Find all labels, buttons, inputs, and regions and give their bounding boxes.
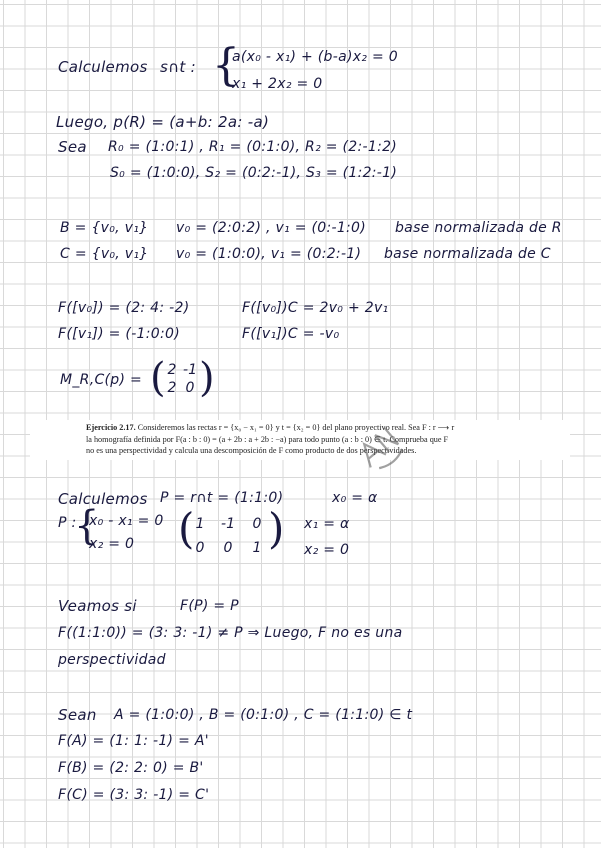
P-system-eq1: x₀ - x₁ = 0 <box>89 513 164 529</box>
coef-matrix-cell: 1 <box>195 516 205 532</box>
matrix-left-paren: ( <box>150 355 166 401</box>
coef-matrix-left-paren: ( <box>178 504 195 553</box>
F-of-P: F(P) = P <box>180 598 239 614</box>
basis-C-def: C = {v₀, v₁} <box>60 246 149 262</box>
F-v0-coords: F([v₀])C = 2v₀ + 2v₁ <box>242 300 389 316</box>
coef-matrix-cell: 1 <box>252 540 262 556</box>
P-system-eq2: x₂ = 0 <box>89 536 135 552</box>
sean-label: Sean <box>58 706 97 724</box>
matrix-cell: 0 <box>185 380 195 396</box>
watermark-logo <box>346 412 416 482</box>
exercise-line-3: no es una perspectividad y calcula una descomposición de F como producto de dos perspectividades. <box>86 446 417 455</box>
F-of-B: F(B) = (2: 2: 0) = B' <box>58 760 204 776</box>
coef-matrix-cell: 0 <box>223 540 233 556</box>
equation-1: a(x₀ - x₁) + (b-a)x₂ = 0 <box>232 49 398 65</box>
exercise-text-1: Consideremos las rectas r = {x₀ − x₁ = 0} y t = {x₂ = 0} del plano proyectivo real. Sea F : r ⟶ r <box>137 423 455 432</box>
F-of-C: F(C) = (3: 3: -1) = C' <box>58 787 210 803</box>
equation-2: x₁ + 2x₂ = 0 <box>232 76 323 92</box>
basis-B-note: base normalizada de R <box>395 220 562 236</box>
P-label: P : <box>58 515 77 531</box>
basis-C-vectors: v₀ = (1:0:0), v₁ = (0:2:-1) <box>176 246 362 262</box>
R-points: R₀ = (1:0:1) , R₁ = (0:1:0), R₂ = (2:-1:2) <box>108 139 398 155</box>
F-v1: F([v₁]) = (-1:0:0) <box>58 326 180 342</box>
P-definition: P = r∩t = (1:1:0) <box>160 490 284 506</box>
matrix-cell: 2 <box>167 380 177 396</box>
coef-matrix-cell: 0 <box>252 516 262 532</box>
param-x1: x₁ = α <box>304 516 350 532</box>
points-ABC: A = (1:0:0) , B = (0:1:0) , C = (1:1:0) ∈ t <box>114 707 413 723</box>
coef-matrix-right-paren: ) <box>268 504 285 553</box>
calculemos-heading: Calculemos <box>58 58 148 76</box>
exercise-number: Ejercicio 2.17. <box>86 423 136 432</box>
basis-C-note: base normalizada de C <box>384 246 551 262</box>
coef-matrix-cell: 0 <box>195 540 205 556</box>
F-v1-coords: F([v₁])C = -v₀ <box>242 326 340 342</box>
matrix-cell: -1 <box>183 362 197 378</box>
S-points: S₀ = (1:0:0), S₂ = (0:2:-1), S₃ = (1:2:-1) <box>110 165 398 181</box>
matrix-label: M_R,C(p) = <box>60 372 143 388</box>
exercise-statement <box>30 420 570 460</box>
sea-label: Sea <box>58 138 87 156</box>
exercise-line-2: la homografía definida por F(a : b : 0) = (a + 2b : a + 2b : −a) para todo punto (a : b : 0) ∈ t. Comprueba que F <box>86 435 449 444</box>
F-v0: F([v₀]) = (2: 4: -2) <box>58 300 190 316</box>
system-brace: { <box>212 40 240 91</box>
basis-B-def: B = {v₀, v₁} <box>60 220 149 236</box>
matrix-cell: 2 <box>167 362 177 378</box>
luego-line: Luego, p(R) = (a+b: 2a: -a) <box>56 113 270 131</box>
P-system-brace: { <box>74 503 100 549</box>
perspectividad-word: perspectividad <box>58 652 166 668</box>
veamos-label: Veamos si <box>58 597 137 615</box>
param-x2: x₂ = 0 <box>304 542 350 558</box>
F-of-A: F(A) = (1: 1: -1) = A' <box>58 733 209 749</box>
param-x0: x₀ = α <box>332 490 378 506</box>
intersection-label: s∩t : <box>160 58 196 76</box>
calculemos-heading-2: Calculemos <box>58 490 148 508</box>
coef-matrix-cell: -1 <box>221 516 235 532</box>
F-evaluation: F((1:1:0)) = (3: 3: -1) ≠ P ⇒ Luego, F no es una <box>58 625 403 641</box>
basis-B-vectors: v₀ = (2:0:2) , v₁ = (0:-1:0) <box>176 220 367 236</box>
matrix-right-paren: ) <box>199 355 215 401</box>
